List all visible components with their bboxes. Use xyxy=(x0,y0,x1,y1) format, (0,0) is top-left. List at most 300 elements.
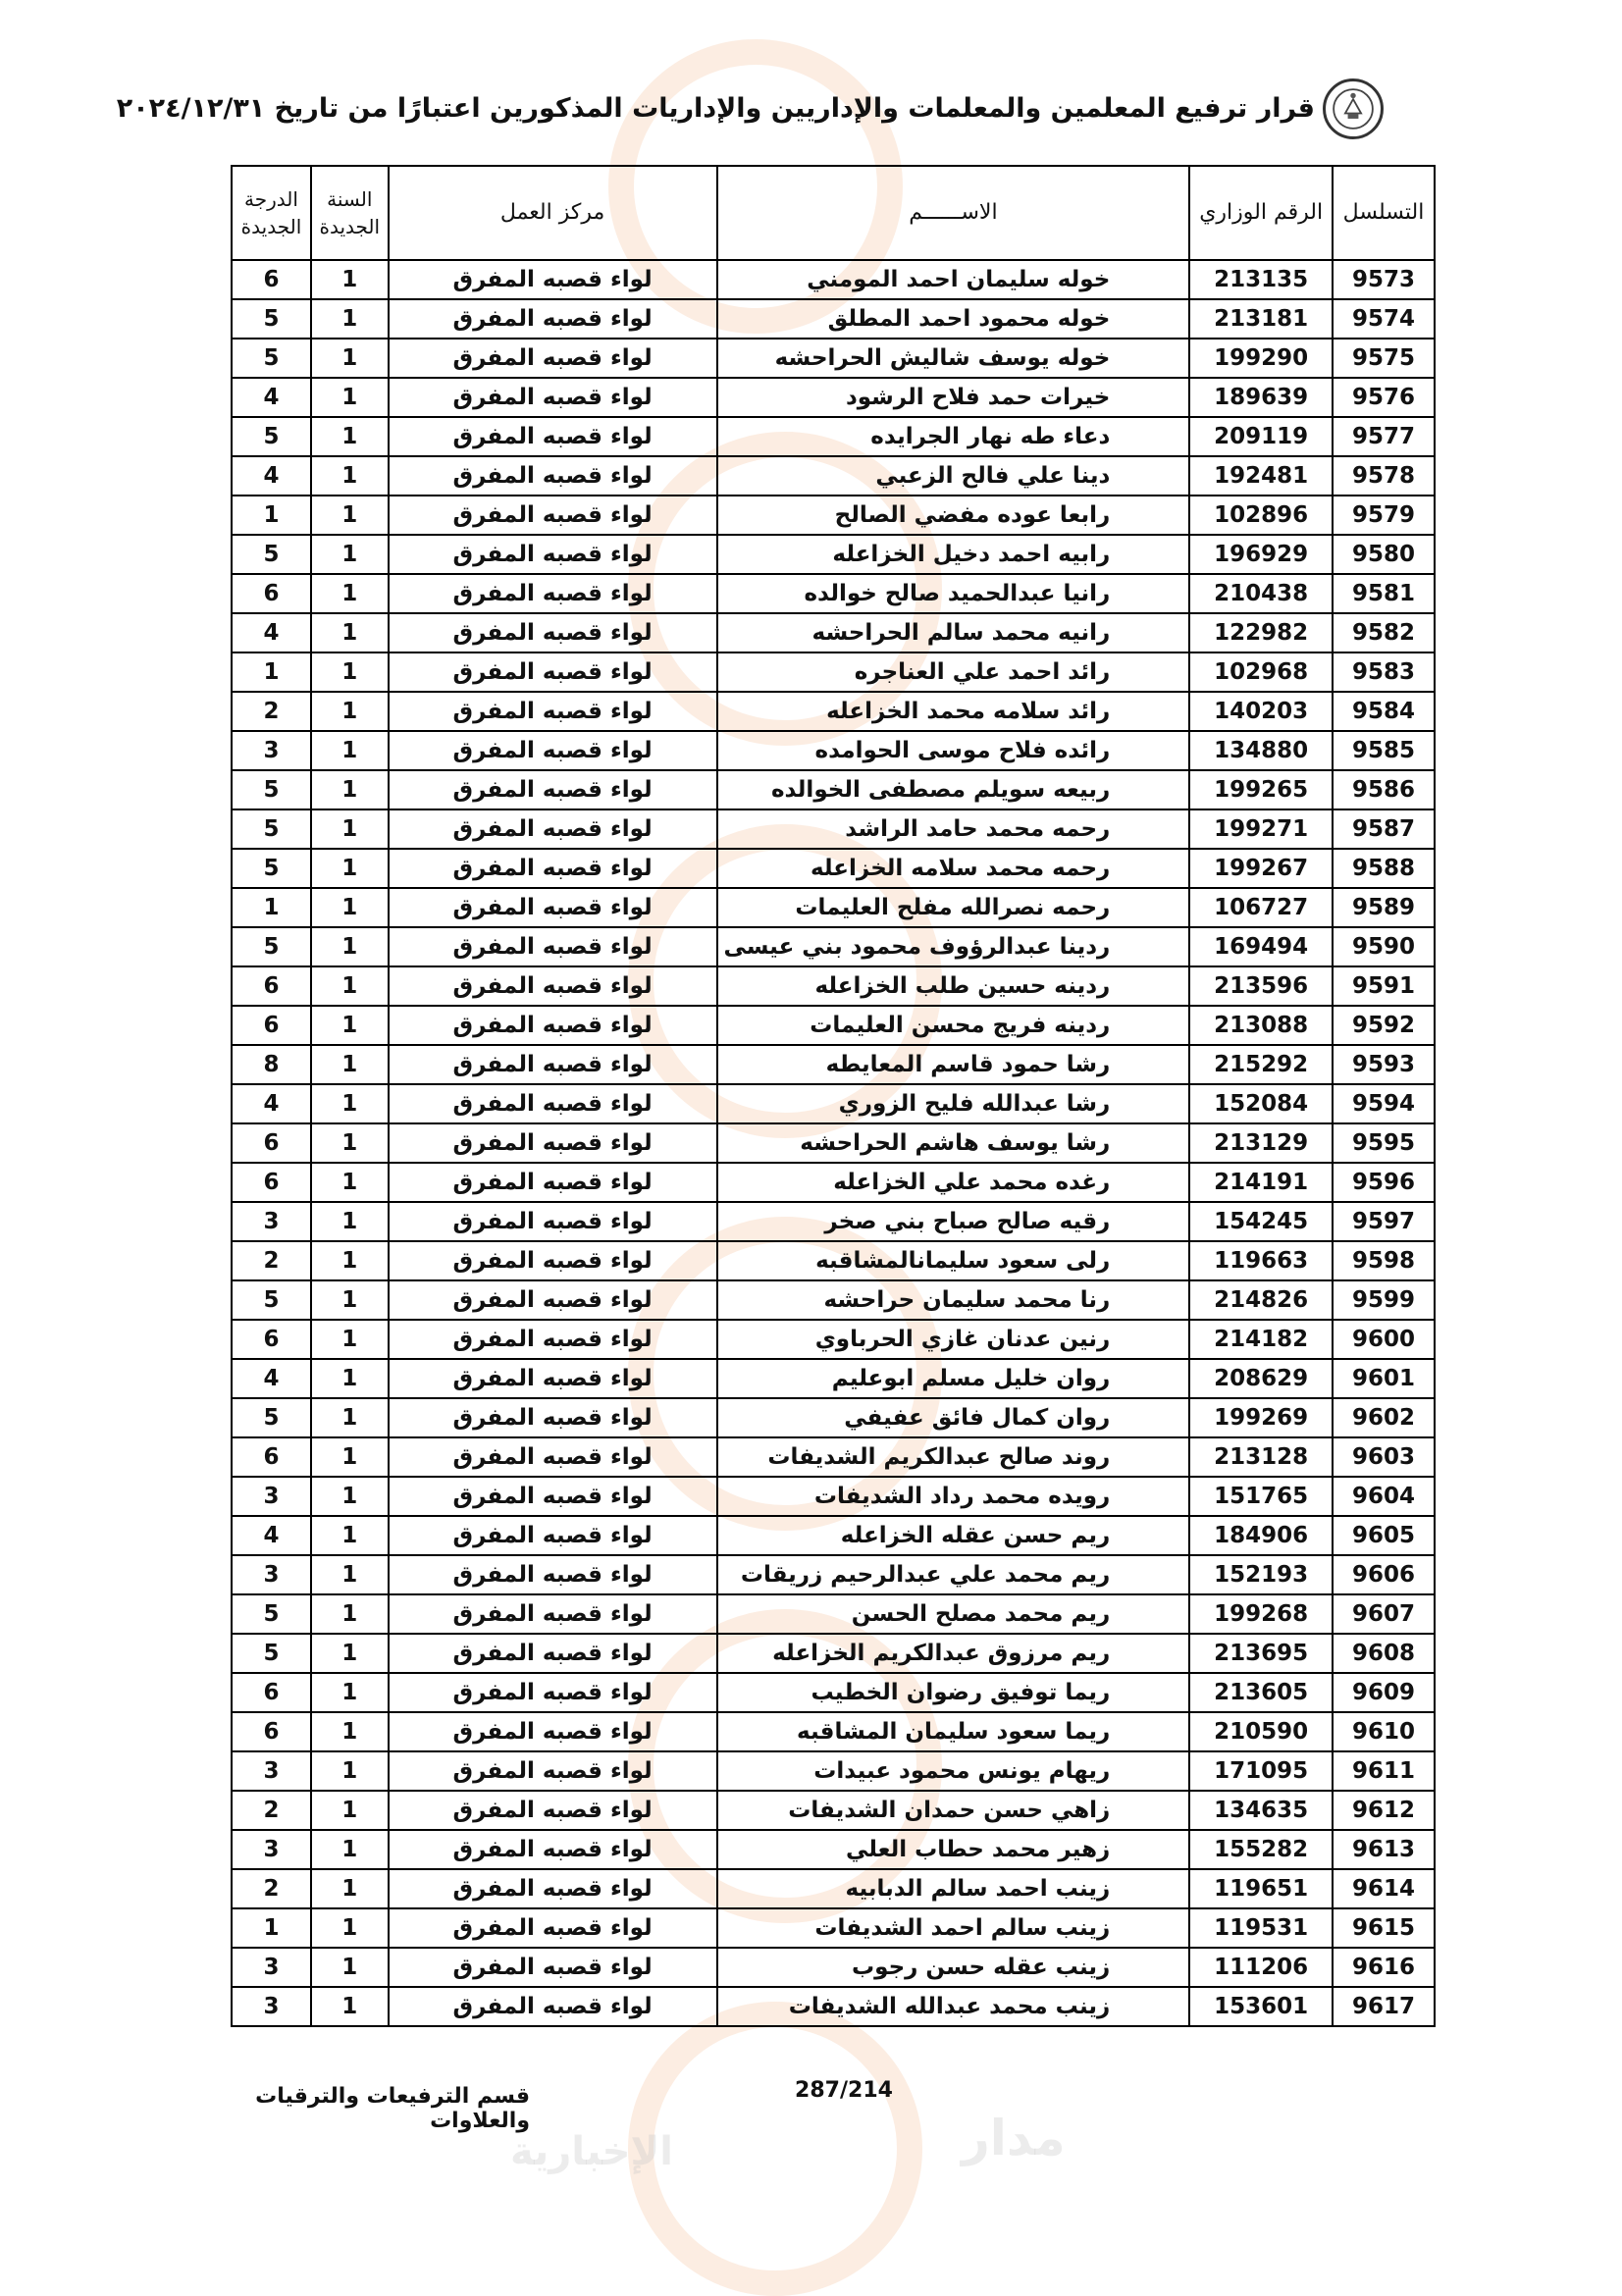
cell-name: ريما سعود سليمان المشاقبه xyxy=(717,1712,1190,1751)
cell-ministry-number: 214191 xyxy=(1189,1163,1333,1202)
cell-new-year: 1 xyxy=(311,613,389,652)
table-row xyxy=(232,1830,1435,1869)
cell-new-year: 1 xyxy=(311,1437,389,1477)
cell-work-center: لواء قصبه المفرق xyxy=(389,1516,717,1555)
cell-new-year: 1 xyxy=(311,1123,389,1163)
cell-name: ردينه حسين طلب الخزاعله xyxy=(717,966,1190,1006)
cell-seq: 9608 xyxy=(1333,1634,1435,1673)
header-seq: التسلسل xyxy=(1333,166,1435,260)
table-row xyxy=(232,1359,1435,1398)
cell-ministry-number: 152084 xyxy=(1189,1084,1333,1123)
cell-work-center: لواء قصبه المفرق xyxy=(389,1163,717,1202)
cell-new-year: 1 xyxy=(311,1516,389,1555)
cell-new-year: 1 xyxy=(311,456,389,496)
cell-new-grade: 5 xyxy=(232,417,311,456)
cell-work-center: لواء قصبه المفرق xyxy=(389,1320,717,1359)
cell-work-center: لواء قصبه المفرق xyxy=(389,692,717,731)
cell-seq: 9616 xyxy=(1333,1948,1435,1987)
cell-ministry-number: 119663 xyxy=(1189,1241,1333,1280)
cell-seq: 9590 xyxy=(1333,927,1435,966)
table-row xyxy=(232,1320,1435,1359)
cell-seq: 9607 xyxy=(1333,1594,1435,1634)
cell-new-year: 1 xyxy=(311,417,389,456)
cell-new-year: 1 xyxy=(311,1987,389,2026)
table-row xyxy=(232,260,1435,299)
cell-work-center: لواء قصبه المفرق xyxy=(389,1398,717,1437)
cell-new-year: 1 xyxy=(311,849,389,888)
cell-new-year: 1 xyxy=(311,378,389,417)
cell-new-year: 1 xyxy=(311,1634,389,1673)
cell-ministry-number: 111206 xyxy=(1189,1948,1333,1987)
cell-ministry-number: 213605 xyxy=(1189,1673,1333,1712)
cell-name: روان خليل مسلم ابوعليم xyxy=(717,1359,1190,1398)
header-ministry-number: الرقم الوزاري xyxy=(1189,166,1333,260)
cell-new-grade: 4 xyxy=(232,1516,311,1555)
cell-name: ريما توفيق رضوان الخطيب xyxy=(717,1673,1190,1712)
cell-name: ربيعه سويلم مصطفى الخوالده xyxy=(717,770,1190,809)
table-row xyxy=(232,417,1435,456)
cell-work-center: لواء قصبه المفرق xyxy=(389,1594,717,1634)
table-row xyxy=(232,456,1435,496)
cell-seq: 9586 xyxy=(1333,770,1435,809)
cell-new-grade: 3 xyxy=(232,1987,311,2026)
cell-new-grade: 5 xyxy=(232,535,311,574)
cell-name: زهير محمد حطاب العلي xyxy=(717,1830,1190,1869)
cell-new-grade: 4 xyxy=(232,456,311,496)
cell-new-year: 1 xyxy=(311,496,389,535)
table-row xyxy=(232,1045,1435,1084)
cell-work-center: لواء قصبه المفرق xyxy=(389,1948,717,1987)
cell-name: رحمه نصرالله مفلح العليمات xyxy=(717,888,1190,927)
cell-new-grade: 5 xyxy=(232,770,311,809)
cell-work-center: لواء قصبه المفرق xyxy=(389,574,717,613)
table-row xyxy=(232,1477,1435,1516)
cell-new-grade: 3 xyxy=(232,1477,311,1516)
cell-ministry-number: 213181 xyxy=(1189,299,1333,339)
cell-name: رنين عدنان غازي الحرباوي xyxy=(717,1320,1190,1359)
cell-seq: 9603 xyxy=(1333,1437,1435,1477)
cell-new-year: 1 xyxy=(311,1006,389,1045)
cell-new-grade: 6 xyxy=(232,1673,311,1712)
cell-new-grade: 5 xyxy=(232,1634,311,1673)
cell-work-center: لواء قصبه المفرق xyxy=(389,888,717,927)
cell-work-center: لواء قصبه المفرق xyxy=(389,1712,717,1751)
cell-work-center: لواء قصبه المفرق xyxy=(389,1830,717,1869)
cell-name: زينب محمد عبدالله الشديفات xyxy=(717,1987,1190,2026)
cell-seq: 9611 xyxy=(1333,1751,1435,1791)
cell-seq: 9601 xyxy=(1333,1359,1435,1398)
cell-new-year: 1 xyxy=(311,1280,389,1320)
cell-new-grade: 5 xyxy=(232,849,311,888)
cell-new-grade: 5 xyxy=(232,809,311,849)
cell-new-grade: 3 xyxy=(232,1202,311,1241)
cell-name: زينب سالم احمد الشديفات xyxy=(717,1908,1190,1948)
cell-new-year: 1 xyxy=(311,1869,389,1908)
cell-ministry-number: 151765 xyxy=(1189,1477,1333,1516)
cell-ministry-number: 215292 xyxy=(1189,1045,1333,1084)
cell-ministry-number: 213129 xyxy=(1189,1123,1333,1163)
cell-ministry-number: 214826 xyxy=(1189,1280,1333,1320)
cell-seq: 9614 xyxy=(1333,1869,1435,1908)
cell-seq: 9573 xyxy=(1333,260,1435,299)
cell-seq: 9580 xyxy=(1333,535,1435,574)
cell-name: ريم محمد مصلح الحسن xyxy=(717,1594,1190,1634)
table-row xyxy=(232,574,1435,613)
cell-ministry-number: 199290 xyxy=(1189,339,1333,378)
cell-ministry-number: 199271 xyxy=(1189,809,1333,849)
cell-work-center: لواء قصبه المفرق xyxy=(389,1359,717,1398)
cell-seq: 9577 xyxy=(1333,417,1435,456)
cell-name: رحمه محمد سلامه الخزاعله xyxy=(717,849,1190,888)
table-row xyxy=(232,966,1435,1006)
cell-new-grade: 2 xyxy=(232,1241,311,1280)
cell-seq: 9582 xyxy=(1333,613,1435,652)
cell-work-center: لواء قصبه المفرق xyxy=(389,1202,717,1241)
table-row xyxy=(232,1869,1435,1908)
table-row xyxy=(232,809,1435,849)
cell-seq: 9606 xyxy=(1333,1555,1435,1594)
table-row xyxy=(232,927,1435,966)
cell-new-grade: 1 xyxy=(232,652,311,692)
cell-new-grade: 6 xyxy=(232,966,311,1006)
cell-ministry-number: 199269 xyxy=(1189,1398,1333,1437)
cell-new-grade: 3 xyxy=(232,1830,311,1869)
cell-work-center: لواء قصبه المفرق xyxy=(389,1123,717,1163)
cell-new-year: 1 xyxy=(311,1202,389,1241)
cell-ministry-number: 152193 xyxy=(1189,1555,1333,1594)
cell-new-grade: 2 xyxy=(232,692,311,731)
cell-name: رلى سعود سليمانالمشاقبه xyxy=(717,1241,1190,1280)
cell-seq: 9604 xyxy=(1333,1477,1435,1516)
cell-work-center: لواء قصبه المفرق xyxy=(389,1045,717,1084)
cell-ministry-number: 106727 xyxy=(1189,888,1333,927)
cell-name: ردينه فريج محسن العليمات xyxy=(717,1006,1190,1045)
cell-seq: 9589 xyxy=(1333,888,1435,927)
cell-work-center: لواء قصبه المفرق xyxy=(389,535,717,574)
department-name: قسم الترفيعات والترقيات والعلاوات xyxy=(255,2084,530,2133)
cell-ministry-number: 214182 xyxy=(1189,1320,1333,1359)
cell-new-year: 1 xyxy=(311,1908,389,1948)
cell-ministry-number: 153601 xyxy=(1189,1987,1333,2026)
header-name: الاســــــم xyxy=(717,166,1190,260)
cell-new-year: 1 xyxy=(311,260,389,299)
cell-new-year: 1 xyxy=(311,339,389,378)
cell-new-year: 1 xyxy=(311,1712,389,1751)
cell-work-center: لواء قصبه المفرق xyxy=(389,1437,717,1477)
cell-new-grade: 1 xyxy=(232,888,311,927)
cell-ministry-number: 171095 xyxy=(1189,1751,1333,1791)
table-row xyxy=(232,339,1435,378)
watermark-clock-icon xyxy=(628,2002,922,2296)
table-row xyxy=(232,378,1435,417)
cell-name: رائده فلاح موسى الحوامده xyxy=(717,731,1190,770)
cell-ministry-number: 196929 xyxy=(1189,535,1333,574)
cell-seq: 9575 xyxy=(1333,339,1435,378)
cell-ministry-number: 140203 xyxy=(1189,692,1333,731)
table-row xyxy=(232,1163,1435,1202)
cell-name: دعاء طه نهار الجرايده xyxy=(717,417,1190,456)
table-row xyxy=(232,299,1435,339)
cell-seq: 9598 xyxy=(1333,1241,1435,1280)
cell-new-year: 1 xyxy=(311,731,389,770)
cell-new-year: 1 xyxy=(311,1791,389,1830)
cell-work-center: لواء قصبه المفرق xyxy=(389,731,717,770)
table-row xyxy=(232,1006,1435,1045)
cell-name: رقيه صالح صباح بني صخر xyxy=(717,1202,1190,1241)
table-row xyxy=(232,1555,1435,1594)
cell-name: خوله سليمان احمد المومني xyxy=(717,260,1190,299)
cell-ministry-number: 199268 xyxy=(1189,1594,1333,1634)
table-row xyxy=(232,1791,1435,1830)
header-new-grade: الدرجة الجديدة xyxy=(232,166,311,260)
cell-work-center: لواء قصبه المفرق xyxy=(389,652,717,692)
cell-ministry-number: 192481 xyxy=(1189,456,1333,496)
cell-work-center: لواء قصبه المفرق xyxy=(389,1241,717,1280)
cell-new-grade: 5 xyxy=(232,339,311,378)
cell-work-center: لواء قصبه المفرق xyxy=(389,1084,717,1123)
cell-seq: 9600 xyxy=(1333,1320,1435,1359)
cell-name: دينا علي فالح الزعبي xyxy=(717,456,1190,496)
table-row xyxy=(232,1202,1435,1241)
cell-ministry-number: 119651 xyxy=(1189,1869,1333,1908)
cell-ministry-number: 199267 xyxy=(1189,849,1333,888)
table-row xyxy=(232,652,1435,692)
cell-name: رابيه احمد دخيل الخزاعله xyxy=(717,535,1190,574)
cell-name: ريهام يونس محمود عبيدات xyxy=(717,1751,1190,1791)
table-row xyxy=(232,1634,1435,1673)
table-row xyxy=(232,613,1435,652)
cell-seq: 9579 xyxy=(1333,496,1435,535)
cell-name: روان كمال فائق عفيفي xyxy=(717,1398,1190,1437)
cell-ministry-number: 208629 xyxy=(1189,1359,1333,1398)
cell-name: رائد احمد علي العناجره xyxy=(717,652,1190,692)
cell-new-grade: 3 xyxy=(232,1948,311,1987)
cell-name: رائد سلامه محمد الخزاعله xyxy=(717,692,1190,731)
cell-ministry-number: 134635 xyxy=(1189,1791,1333,1830)
cell-new-grade: 6 xyxy=(232,1123,311,1163)
cell-work-center: لواء قصبه المفرق xyxy=(389,1869,717,1908)
cell-work-center: لواء قصبه المفرق xyxy=(389,849,717,888)
page-title: قرار ترفيع المعلمين والمعلمات والإداريين والإداريات المذكورين اعتبارًا من تاريخ ٢٠٢٤/١٢/٣١ xyxy=(116,93,1315,124)
table-row xyxy=(232,1594,1435,1634)
cell-new-grade: 6 xyxy=(232,1712,311,1751)
cell-ministry-number: 199265 xyxy=(1189,770,1333,809)
cell-work-center: لواء قصبه المفرق xyxy=(389,339,717,378)
cell-new-year: 1 xyxy=(311,535,389,574)
cell-ministry-number: 210590 xyxy=(1189,1712,1333,1751)
cell-new-year: 1 xyxy=(311,927,389,966)
cell-new-year: 1 xyxy=(311,966,389,1006)
cell-name: رنا محمد سليمان حراحشه xyxy=(717,1280,1190,1320)
cell-ministry-number: 102968 xyxy=(1189,652,1333,692)
cell-ministry-number: 213695 xyxy=(1189,1634,1333,1673)
cell-name: ريم مرزوق عبدالكريم الخزاعله xyxy=(717,1634,1190,1673)
cell-work-center: لواء قصبه المفرق xyxy=(389,496,717,535)
cell-ministry-number: 213596 xyxy=(1189,966,1333,1006)
cell-ministry-number: 189639 xyxy=(1189,378,1333,417)
table-row xyxy=(232,1673,1435,1712)
table-row xyxy=(232,731,1435,770)
cell-name: رشا يوسف هاشم الحراحشه xyxy=(717,1123,1190,1163)
cell-work-center: لواء قصبه المفرق xyxy=(389,260,717,299)
cell-seq: 9613 xyxy=(1333,1830,1435,1869)
cell-seq: 9592 xyxy=(1333,1006,1435,1045)
cell-name: ردينا عبدالرؤوف محمود بني عيسى xyxy=(717,927,1190,966)
cell-work-center: لواء قصبه المفرق xyxy=(389,927,717,966)
cell-new-grade: 1 xyxy=(232,496,311,535)
cell-work-center: لواء قصبه المفرق xyxy=(389,1555,717,1594)
table-row xyxy=(232,1751,1435,1791)
cell-work-center: لواء قصبه المفرق xyxy=(389,966,717,1006)
cell-work-center: لواء قصبه المفرق xyxy=(389,1280,717,1320)
cell-name: رويده محمد رداد الشديفات xyxy=(717,1477,1190,1516)
cell-name: زينب عقله حسن رجوب xyxy=(717,1948,1190,1987)
table-row xyxy=(232,1516,1435,1555)
cell-seq: 9595 xyxy=(1333,1123,1435,1163)
cell-new-year: 1 xyxy=(311,1084,389,1123)
table-row xyxy=(232,1437,1435,1477)
cell-ministry-number: 213088 xyxy=(1189,1006,1333,1045)
cell-ministry-number: 184906 xyxy=(1189,1516,1333,1555)
cell-ministry-number: 102896 xyxy=(1189,496,1333,535)
cell-name: خوله محمود احمد المطلق xyxy=(717,299,1190,339)
cell-new-grade: 6 xyxy=(232,1163,311,1202)
cell-seq: 9588 xyxy=(1333,849,1435,888)
cell-new-grade: 8 xyxy=(232,1045,311,1084)
cell-name: رشا عبدالله فليح الزوري xyxy=(717,1084,1190,1123)
cell-seq: 9596 xyxy=(1333,1163,1435,1202)
table-row xyxy=(232,888,1435,927)
cell-new-grade: 5 xyxy=(232,299,311,339)
cell-seq: 9574 xyxy=(1333,299,1435,339)
header-work-center: مركز العمل xyxy=(389,166,717,260)
cell-new-year: 1 xyxy=(311,1163,389,1202)
page-number: 287/214 xyxy=(795,2078,893,2103)
cell-ministry-number: 122982 xyxy=(1189,613,1333,652)
cell-new-grade: 5 xyxy=(232,1594,311,1634)
cell-seq: 9591 xyxy=(1333,966,1435,1006)
cell-ministry-number: 134880 xyxy=(1189,731,1333,770)
cell-ministry-number: 154245 xyxy=(1189,1202,1333,1241)
cell-new-year: 1 xyxy=(311,1045,389,1084)
cell-new-year: 1 xyxy=(311,692,389,731)
cell-work-center: لواء قصبه المفرق xyxy=(389,378,717,417)
cell-new-year: 1 xyxy=(311,652,389,692)
table-row xyxy=(232,496,1435,535)
cell-work-center: لواء قصبه المفرق xyxy=(389,613,717,652)
cell-ministry-number: 169494 xyxy=(1189,927,1333,966)
watermark-subtext: الإخبارية xyxy=(510,2129,673,2174)
cell-seq: 9609 xyxy=(1333,1673,1435,1712)
cell-ministry-number: 210438 xyxy=(1189,574,1333,613)
cell-work-center: لواء قصبه المفرق xyxy=(389,809,717,849)
cell-name: زينب احمد سالم الدبابيه xyxy=(717,1869,1190,1908)
ministry-emblem-icon xyxy=(1323,78,1384,139)
cell-new-grade: 6 xyxy=(232,1320,311,1359)
cell-seq: 9605 xyxy=(1333,1516,1435,1555)
cell-seq: 9578 xyxy=(1333,456,1435,496)
cell-name: رانيا عبدالحميد صالح خوالده xyxy=(717,574,1190,613)
cell-new-grade: 3 xyxy=(232,731,311,770)
cell-new-year: 1 xyxy=(311,809,389,849)
cell-work-center: لواء قصبه المفرق xyxy=(389,1634,717,1673)
cell-seq: 9597 xyxy=(1333,1202,1435,1241)
cell-seq: 9615 xyxy=(1333,1908,1435,1948)
table-row xyxy=(232,1084,1435,1123)
cell-seq: 9576 xyxy=(1333,378,1435,417)
cell-seq: 9612 xyxy=(1333,1791,1435,1830)
cell-new-grade: 5 xyxy=(232,1280,311,1320)
cell-seq: 9594 xyxy=(1333,1084,1435,1123)
cell-new-grade: 3 xyxy=(232,1751,311,1791)
cell-new-grade: 3 xyxy=(232,1555,311,1594)
cell-work-center: لواء قصبه المفرق xyxy=(389,770,717,809)
cell-ministry-number: 213135 xyxy=(1189,260,1333,299)
table-row xyxy=(232,1987,1435,2026)
cell-name: رحمه محمد حامد الراشد xyxy=(717,809,1190,849)
cell-name: رابعا عوده مفضي الصالح xyxy=(717,496,1190,535)
cell-new-grade: 4 xyxy=(232,378,311,417)
cell-name: زاهي حسن حمدان الشديفات xyxy=(717,1791,1190,1830)
table-row xyxy=(232,1241,1435,1280)
table-row xyxy=(232,692,1435,731)
cell-new-grade: 5 xyxy=(232,1398,311,1437)
cell-new-grade: 4 xyxy=(232,1359,311,1398)
cell-seq: 9593 xyxy=(1333,1045,1435,1084)
cell-name: خوله يوسف شاليش الحراحشه xyxy=(717,339,1190,378)
cell-new-year: 1 xyxy=(311,1751,389,1791)
table-row xyxy=(232,1123,1435,1163)
cell-new-grade: 4 xyxy=(232,1084,311,1123)
cell-new-year: 1 xyxy=(311,1398,389,1437)
cell-seq: 9587 xyxy=(1333,809,1435,849)
cell-seq: 9599 xyxy=(1333,1280,1435,1320)
cell-name: رشا حمود قاسم المعايطه xyxy=(717,1045,1190,1084)
cell-new-year: 1 xyxy=(311,1830,389,1869)
cell-work-center: لواء قصبه المفرق xyxy=(389,299,717,339)
table-row xyxy=(232,849,1435,888)
cell-new-year: 1 xyxy=(311,1241,389,1280)
cell-new-grade: 5 xyxy=(232,927,311,966)
table-row xyxy=(232,1398,1435,1437)
header-new-year: السنة الجديدة xyxy=(311,166,389,260)
cell-work-center: لواء قصبه المفرق xyxy=(389,1791,717,1830)
cell-work-center: لواء قصبه المفرق xyxy=(389,456,717,496)
cell-new-year: 1 xyxy=(311,1673,389,1712)
cell-name: روند صالح عبدالكريم الشديفات xyxy=(717,1437,1190,1477)
cell-ministry-number: 155282 xyxy=(1189,1830,1333,1869)
cell-name: خيرات حمد فلاح الرشود xyxy=(717,378,1190,417)
cell-work-center: لواء قصبه المفرق xyxy=(389,1006,717,1045)
table-row xyxy=(232,1712,1435,1751)
promotions-table xyxy=(231,165,1436,2027)
cell-new-grade: 6 xyxy=(232,574,311,613)
cell-new-grade: 2 xyxy=(232,1791,311,1830)
cell-name: رغده محمد علي الخزاعله xyxy=(717,1163,1190,1202)
cell-work-center: لواء قصبه المفرق xyxy=(389,1477,717,1516)
cell-new-year: 1 xyxy=(311,888,389,927)
cell-seq: 9583 xyxy=(1333,652,1435,692)
cell-new-year: 1 xyxy=(311,1555,389,1594)
table-row xyxy=(232,1908,1435,1948)
cell-name: ريم محمد علي عبدالرحيم زريقات xyxy=(717,1555,1190,1594)
cell-new-grade: 2 xyxy=(232,1869,311,1908)
cell-name: رانيه محمد سالم الحراحشه xyxy=(717,613,1190,652)
cell-name: ريم حسن عقله الخزاعله xyxy=(717,1516,1190,1555)
cell-ministry-number: 213128 xyxy=(1189,1437,1333,1477)
cell-new-year: 1 xyxy=(311,1594,389,1634)
cell-new-year: 1 xyxy=(311,574,389,613)
